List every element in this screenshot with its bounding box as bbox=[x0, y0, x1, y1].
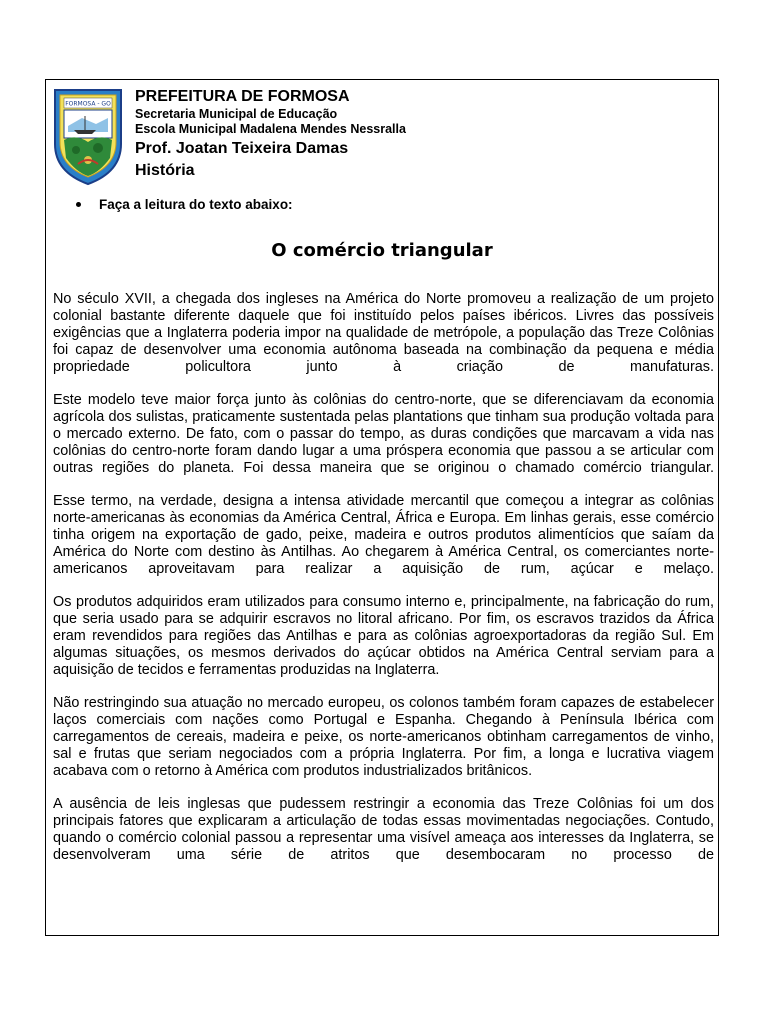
paragraph-3: Esse termo, na verdade, designa a intensa atividade mercantil que começou a integrar as colônias norte-americanas às economias da América Central, África e Europa. Em linhas gerais, esse comércio tinha origem na exportação de gado, peixe, madeira e outros produtos alimentícios que saíam da América do Norte com destino às Antilhas. Ao chegarem à América Central, os comerciantes norte-americanos aproveitavam para realizar a aquisição de rum, açúcar e melaço. bbox=[53, 493, 714, 577]
instruction-text: Faça a leitura do texto abaixo: bbox=[99, 197, 293, 212]
paragraph-2: Este modelo teve maior força junto às colônias do centro-norte, que se diferenciavam da economia agrícola dos sulistas, praticamente sustentada pelas plantations que tinham sua produção voltada para o mercado externo. De fato, com o passar do tempo, as duras condições que marcavam a vida nas colônias do centro-norte foram dando lugar a uma próspera economia que passou a se articular com outras regiões do planeta. Foi dessa maneira que se originou o chamado comércio triangular. bbox=[53, 392, 714, 476]
bullet-icon bbox=[76, 202, 81, 207]
paragraph-5: Não restringindo sua atuação no mercado europeu, os colonos também foram capazes de estabelecer laços comerciais com nações como Portugal e Espanha. Chegando à Península Ibérica com carregamentos de cereais, madeira e peixe, os norte-americanos obtinham carregamentos de vinho, sal e frutas que seriam negociados com a própria Inglaterra. Por fim, a longa e lucrativa viagem acabava com o retorno à América com produtos industrializados britânicos. bbox=[53, 695, 714, 779]
teacher-name: Prof. Joatan Teixeira Damas bbox=[135, 140, 349, 157]
svg-text:FORMOSA - GO: FORMOSA - GO bbox=[65, 100, 111, 108]
document-body bbox=[53, 291, 714, 880]
prefeitura-title: PREFEITURA DE FORMOSA bbox=[135, 88, 350, 105]
paragraph-1: No século XVII, a chegada dos ingleses na América do Norte promoveu a realização de um projeto colonial bastante diferente daquele que foi instituído pelos países ibéricos. Livres das possíveis exigências que a Inglaterra poderia impor na qualidade de metrópole, a população das Treze Colônias foi capaz de desenvolver uma economia autônoma baseada na combinação da pequena e média propriedade policultora junto à criação de manufaturas. bbox=[53, 291, 714, 375]
document-page bbox=[45, 79, 719, 936]
instruction-item bbox=[76, 197, 293, 212]
municipal-crest-icon bbox=[52, 86, 124, 186]
paragraph-4: Os produtos adquiridos eram utilizados para consumo interno e, principalmente, na fabricação do rum, que seria usado para se adquirir escravos no litoral africano. Por fim, os escravos trazidos da África eram revendidos para regiões das Antilhas e para as colônias agroexportadoras da região Sul. Em algumas situações, os mesmos derivados do açúcar obtidos na América Central serviam para a aquisição de tecidos e ferramentas produzidas na Inglaterra. bbox=[53, 594, 714, 678]
paragraph-6: A ausência de leis inglesas que pudessem restringir a economia das Treze Colônias foi um dos principais fatores que explicaram a articulação de todas essas movimentadas negociações. Contudo, quando o comércio colonial passou a representar uma visível ameaça aos interesses da Inglaterra, se desenvolveram uma série de atritos que desembocaram no processo de bbox=[53, 796, 714, 863]
subject-name: História bbox=[135, 162, 195, 179]
document-title: O comércio triangular bbox=[271, 240, 493, 261]
secretaria-name: Secretaria Municipal de Educação bbox=[135, 107, 338, 121]
letterhead bbox=[46, 80, 718, 190]
school-name: Escola Municipal Madalena Mendes Nessralla bbox=[135, 122, 406, 136]
letterhead-text bbox=[135, 87, 406, 182]
